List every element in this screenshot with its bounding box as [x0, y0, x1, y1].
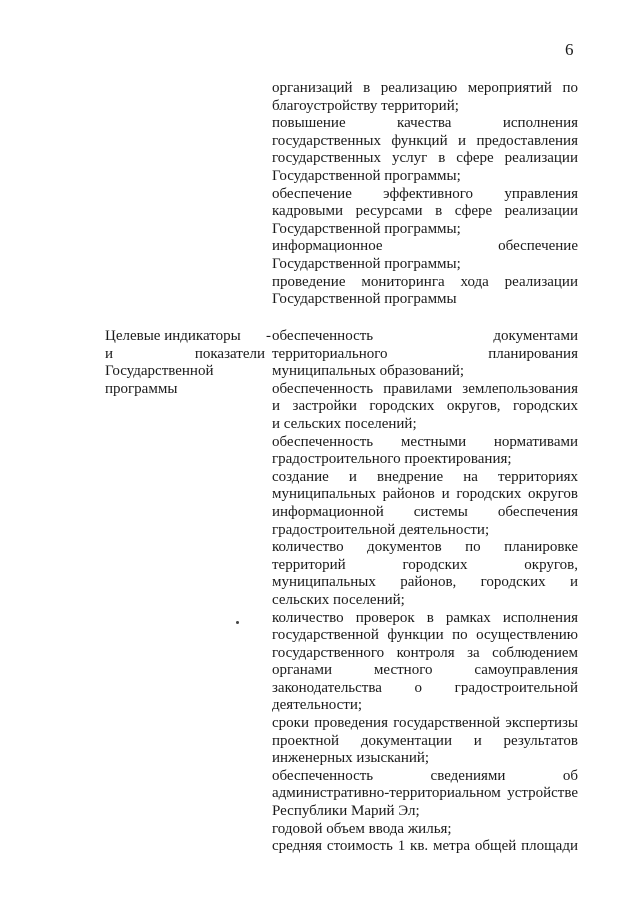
text-line: Государственной программы; — [272, 220, 461, 237]
text-line: информационное обеспечение — [272, 238, 578, 255]
text-line: Государственной программы; — [272, 255, 461, 272]
indicator-line: градостроительного проектирования; — [272, 451, 512, 468]
text-line: государственных функций и предоставления — [272, 132, 578, 149]
indicator-line: инженерных изысканий; — [272, 750, 430, 767]
indicator-line: создание и внедрение на территориях — [272, 468, 578, 485]
indicator-line: обеспеченность документами — [272, 328, 578, 344]
indicator-line: сроки проведения государственной экспертизы — [272, 715, 578, 732]
indicator-line: Республики Марий Эл; — [272, 803, 420, 820]
indicator-line: количество проверок в рамках исполнения — [272, 609, 578, 626]
indicator-line: средняя стоимость 1 кв. метра общей площади — [272, 838, 578, 855]
indicator-line: и застройки городских округов, городских — [272, 398, 578, 415]
indicator-line: муниципальных районов и городских округов — [272, 486, 578, 503]
indicator-line: обеспеченность правилами землепользования — [272, 380, 578, 397]
page-number: 6 — [565, 40, 574, 59]
indicator-line: проектной документации и результатов — [272, 732, 578, 749]
indicator-line: органами местного самоуправления — [272, 662, 578, 679]
indicator-line: годовой объем ввода жилья; — [272, 820, 452, 837]
indicator-line: территорий городских округов, — [272, 556, 578, 573]
label-line: Целевые индикаторы — [105, 328, 241, 344]
indicator-line: и сельских поселений; — [272, 415, 417, 432]
indicator-line: информационной системы обеспечения — [272, 503, 578, 520]
continued-goals-list — [272, 80, 578, 309]
text-line: Государственной программы; — [272, 167, 461, 184]
text-line: обеспечение эффективного управления — [272, 185, 578, 202]
indicator-line: законодательства о градостроительной — [272, 679, 578, 696]
stray-mark — [236, 621, 239, 624]
indicator-line: государственной функции по осуществлению — [272, 627, 578, 644]
indicator-line: градостроительной деятельности; — [272, 521, 490, 538]
indicator-line: количество документов по планировке — [272, 539, 578, 556]
indicator-line: административно-территориальном устройстве — [272, 785, 578, 802]
label-line: и показатели — [105, 345, 265, 362]
indicator-line: обеспеченность сведениями об — [272, 767, 578, 784]
text-line: государственных услуг в сфере реализации — [272, 150, 578, 167]
text-line: Государственной программы — [272, 291, 457, 308]
text-line: организаций в реализацию мероприятий по — [272, 80, 578, 96]
indicators-label — [105, 328, 271, 398]
text-line: благоустройству территорий; — [272, 97, 459, 114]
text-line: повышение качества исполнения — [272, 115, 578, 132]
indicator-line: сельских поселений; — [272, 591, 405, 608]
indicator-line: муниципальных образований; — [272, 363, 465, 380]
label-line: программы — [105, 380, 178, 397]
label-line: Государственной — [105, 363, 214, 380]
indicator-line: государственного контроля за соблюдением — [272, 644, 578, 661]
text-line: кадровыми ресурсами в сфере реализации — [272, 203, 578, 220]
indicator-line: муниципальных районов, городских и — [272, 574, 578, 591]
indicator-line: деятельности; — [272, 697, 363, 714]
indicator-line: территориального планирования — [272, 345, 578, 362]
text-line: проведение мониторинга хода реализации — [272, 273, 578, 290]
indicators-list — [272, 328, 578, 856]
label-dash: - — [266, 328, 271, 344]
indicator-line: обеспеченность местными нормативами — [272, 433, 578, 450]
